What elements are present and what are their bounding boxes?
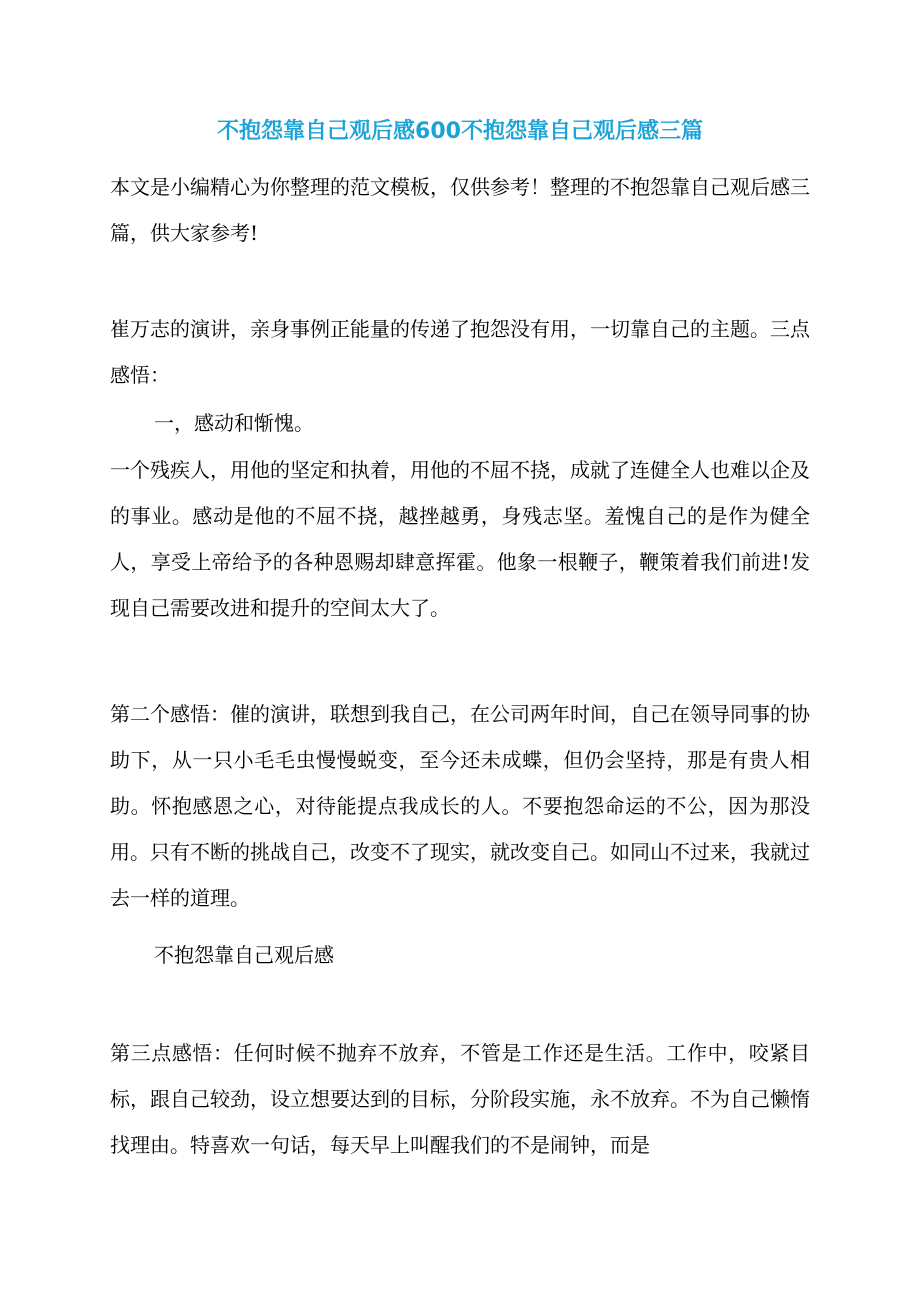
paragraph-one: 一个残疾人，用他的坚定和执着，用他的不屈不挠，成就了连健全人也难以企及的事业。感动是他的不屈不挠，越挫越勇，身残志坚。羞愧自己的是作为健全人，享受上帝给予的各种恩赐却肆意挥霍。他象一根鞭子，鞭策着我们前进!发现自己需要改进和提升的空间太大了。 xyxy=(110,458,810,620)
paragraph-opening: 崔万志的演讲，亲身事例正能量的传递了抱怨没有用，一切靠自己的主题。三点感悟： xyxy=(110,317,810,387)
subheading-title: 不抱怨靠自己观后感 xyxy=(154,943,334,967)
document-title: 不抱怨靠自己观后感600不抱怨靠自己观后感三篇 xyxy=(217,119,703,144)
intro-paragraph: 本文是小编精心为你整理的范文模板，仅供参考！整理的不抱怨靠自己观后感三篇，供大家参考! xyxy=(110,175,810,245)
paragraph-two: 第二个感悟：催的演讲，联想到我自己，在公司两年时间，自己在领导同事的协助下，从一只小毛毛虫慢慢蜕变，至今还未成蝶，但仍会坚持，那是有贵人相助。怀抱感恩之心，对待能提点我成长的人。不要抱怨命运的不公，因为那没用。只有不断的挑战自己，改变不了现实，就改变自己。如同山不过来，我就过去一样的道理。 xyxy=(110,702,810,910)
section-heading-one: 一，感动和惭愧。 xyxy=(154,411,314,435)
paragraph-three: 第三点感悟：任何时候不抛弃不放弃，不管是工作还是生活。工作中，咬紧目标，跟自己较劲，设立想要达到的目标，分阶段实施，永不放弃。不为自己懒惰找理由。特喜欢一句话，每天早上叫醒我们的不是闹钟，而是 xyxy=(110,1041,810,1157)
